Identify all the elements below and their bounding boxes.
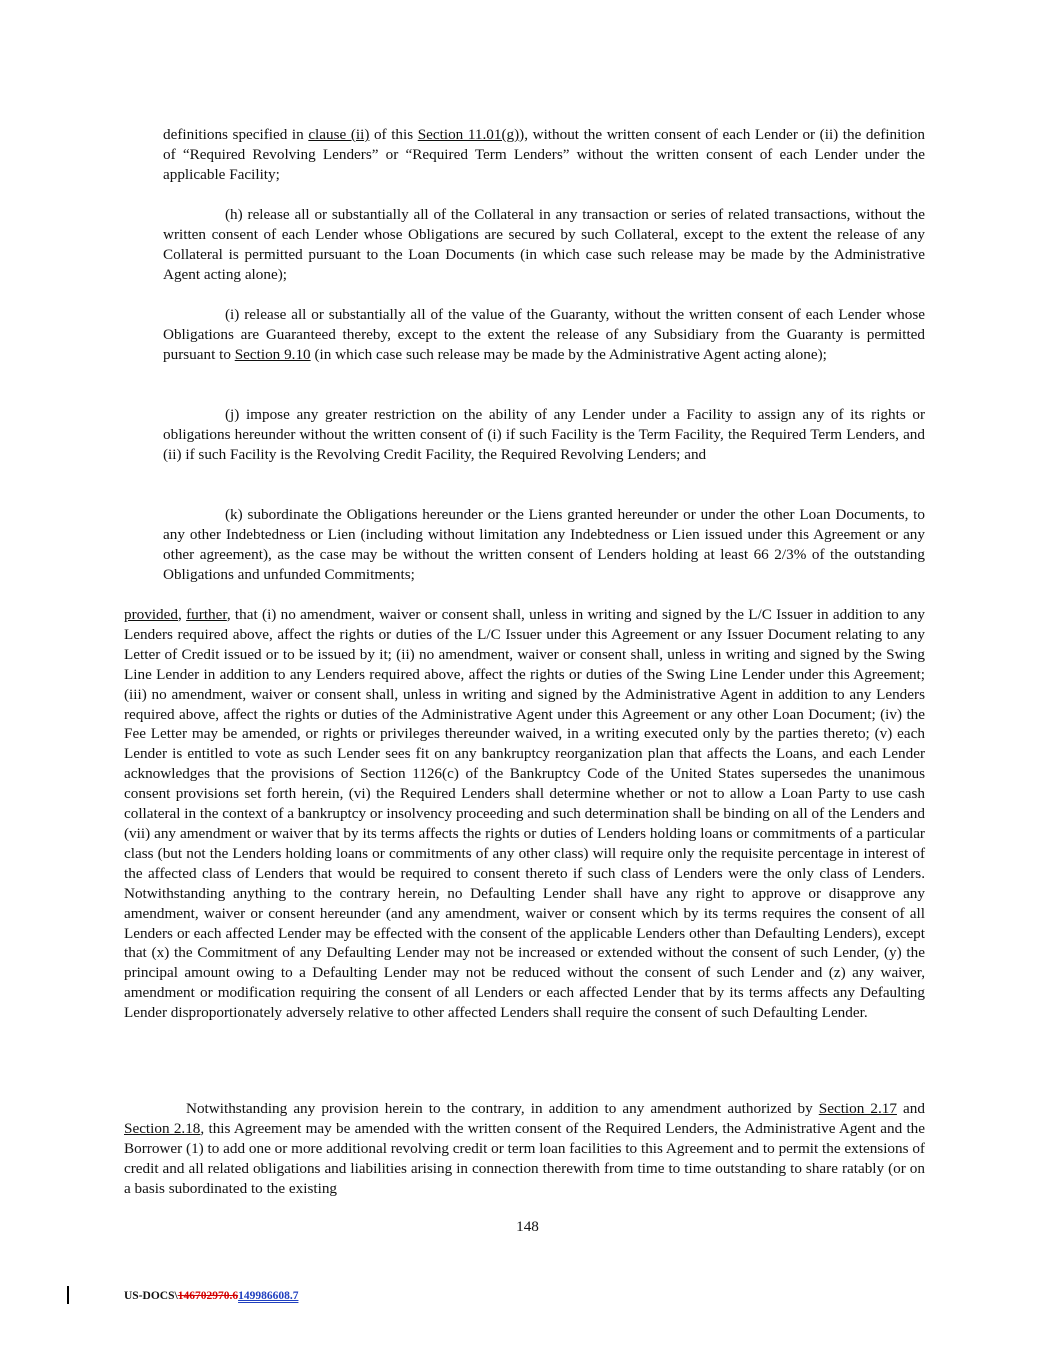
paragraph-g-continuation	[163, 125, 925, 185]
text-run: and	[896, 1100, 925, 1117]
section-reference: Section 2.17	[818, 1100, 897, 1117]
section-reference: Section 2.18	[124, 1119, 201, 1137]
docid-deleted-number: 146702970.6	[177, 1290, 239, 1302]
text-run: , this Agreement may be amended with the written consent of the Required Lenders, the Administrative Agent and the Borrower (1) to add one or more additional revolving credit or term loan facilities to this Agreement and to permit the extensions of credit and all related obligations and liabilities arising in connection therewith from time to time outstanding to share ratably (or on a basis subordinated to the existing	[124, 1119, 925, 1197]
text-run: definitions specified in	[163, 126, 309, 143]
docid-prefix: US-DOCS\	[124, 1290, 178, 1302]
docid-inserted-number: 149986608.7	[238, 1290, 299, 1302]
paragraph-h	[163, 205, 925, 285]
paragraph-i	[163, 305, 925, 365]
text-run: ), without the written consent of each Lender or (ii) the definition of “Required Revolving Lenders” or “Required Term Lenders” without the written consent of each Lender under the applicable Facility;	[163, 126, 925, 183]
clause-reference: clause (ii)	[308, 126, 370, 143]
paragraph-proviso	[124, 605, 925, 1023]
text-run: (h) release all or substantially all of the Collateral in any transaction or series of related transactions, without the written consent of each Lender whose Obligations are secured by such Collateral, except to the extent the release of any Collateral is permitted pursuant to the Loan Documents (in which case such release may be made by the Administrative Agent acting alone);	[163, 206, 925, 283]
paragraph-j	[163, 405, 925, 465]
text-run: (i) release all or substantially all of the value of the Guaranty, without the written consent of each Lender whose Obligations are Guaranteed thereby, except to the extent the release of any Subsidiary from the Guaranty is permitted pursuant to	[163, 306, 925, 363]
section-reference: Section 11.01(g)	[417, 126, 520, 143]
paragraph-k	[163, 505, 925, 585]
text-run: (in which case such release may be made by the Administrative Agent acting alone);	[310, 345, 827, 363]
document-id	[124, 1289, 298, 1303]
change-bar	[67, 1286, 69, 1304]
text-run: (k) subordinate the Obligations hereunder or the Liens granted hereunder or under the other Loan Documents, to any other Indebtedness or Lien (including without limitation any Indebtedness or Lien issued under this Agreement or any other agreement), as the case may be without the written consent of Lenders holding at least 66 2/3% of the outstanding Obligations and unfunded Commitments;	[163, 506, 925, 583]
text-run: ,	[178, 606, 187, 623]
text-run: , that (i) no amendment, waiver or consent shall, unless in writing and signed by the L/C Issuer in addition to any Lenders required above, affect the rights or duties of the L/C Issuer under this Agreement or any Issuer Document relating to any Letter of Credit issued or to be issued by it; (ii) no amendment, waiver or consent shall, unless in writing and signed by the Swing Line Lender in addition to any Lenders required above, affect the rights or duties of the Swing Line Lender under this Agreement; (iii) no amendment, waiver or consent shall, unless in writing and signed by the Administrative Agent in addition to any Lenders required above, affect the rights or duties of the Administrative Agent under this Agreement or any other Loan Document; (iv) the Fee Letter may be amended, or rights or privileges thereunder waived, in a writing executed only by the parties thereto; (v) each Lender is entitled to vote as such Lender sees fit on any bankruptcy reorganization plan that affects the Loans, and each Lender acknowledges that the provisions of Section 1126(c) of the Bankruptcy Code of the United States supersedes the unanimous consent provisions set forth herein, (vi) the Required Lenders shall determine whether or not to allow a Loan Party to use cash collateral in the context of a bankruptcy or insolvency proceeding and such determination shall be binding on all of the Lenders and (vii) any amendment or waiver that by its terms affects the rights or duties of Lenders holding loans or commitments of a particular class (but not the Lenders holding loans or commitments of any other class) will require only the requisite percentage in interest of the affected class of Lenders that would be required to consent thereto if such class of Lenders were the only class of Lenders. Notwithstanding anything to the contrary herein, no Defaulting Lender shall have any right to approve or disapprove any amendment, waiver or consent hereunder (and any amendment, waiver or consent which by its terms requires the consent of all Lenders or each affected Lender may be effected with the consent of the applicable Lenders other than Defaulting Lenders), except that (x) the Commitment of any Defaulting Lender may not be increased or extended without the consent of such Lender, (y) the principal amount owing to a Defaulting Lender may not be reduced without the consent of such Lender and (z) any waiver, amendment or modification requiring the consent of all Lenders or each affected Lender that by its terms affects any Defaulting Lender disproportionately adversely relative to other affected Lenders shall require the consent of such Defaulting Lender.	[124, 606, 926, 1022]
paragraph-notwithstanding	[124, 1099, 925, 1199]
text-run: (j) impose any greater restriction on the ability of any Lender under a Facility to assign any of its rights or obligations hereunder without the written consent of (i) if such Facility is the Term Facility, the Required Term Lenders, and (ii) if such Facility is the Revolving Credit Facility, the Required Revolving Lenders; and	[163, 406, 925, 463]
emphasis-further: further	[186, 606, 227, 623]
section-reference: Section 9.10	[234, 345, 311, 363]
text-run: Notwithstanding any provision herein to the contrary, in addition to any amendment authorized by	[186, 1100, 819, 1117]
page-number: 148	[516, 1218, 539, 1235]
text-run: of this	[369, 126, 418, 143]
emphasis-provided: provided	[124, 606, 178, 623]
